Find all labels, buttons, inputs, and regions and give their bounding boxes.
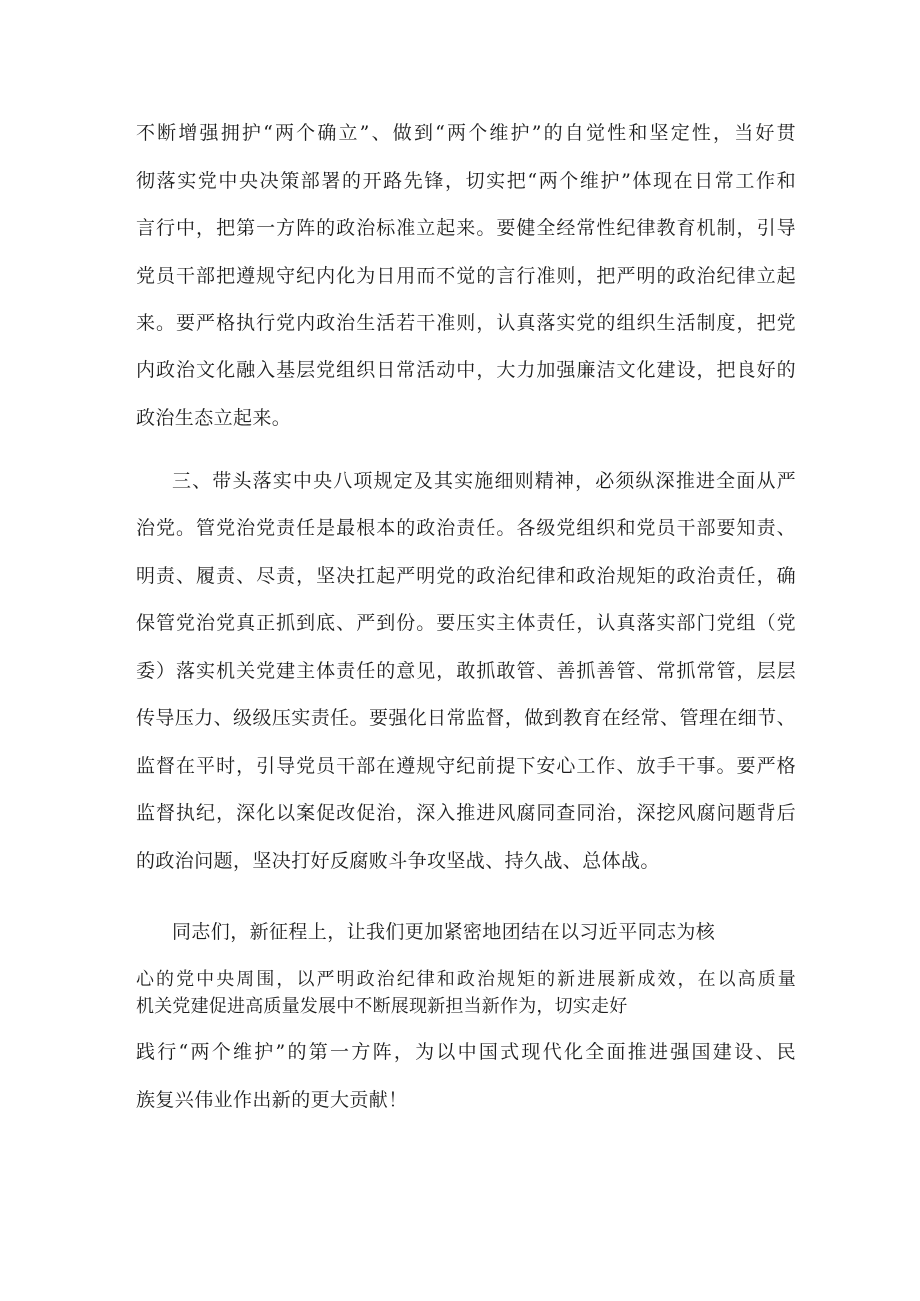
text-line: 治党。管党治党责任是最根本的政治责任。各级党组织和党员干部要知责、 — [136, 517, 796, 539]
text-line: 族复兴伟业作出新的更大贡献！ — [136, 1089, 408, 1111]
text-line: 明责、履责、尽责，坚决扛起严明党的政治纪律和政治规矩的政治责任，确 — [136, 565, 796, 587]
text-line: 三、带头落实中央八项规定及其实施细则精神，必须纵深推进全面从严 — [172, 470, 796, 492]
text-line: 践行“两个维护”的第一方阵，为以中国式现代化全面推进强国建设、民 — [136, 1041, 796, 1063]
text-line: 不断增强拥护“两个确立”、做到“两个维护”的自觉性和坚定性，当好贯 — [136, 122, 796, 144]
text-line: 同志们，新征程上，让我们更加紧密地团结在以习近平同志为核 — [172, 921, 716, 943]
text-line: 委）落实机关党建主体责任的意见，敢抓敢管、善抓善管、常抓常管，层层 — [136, 660, 796, 682]
text-line: 言行中，把第一方阵的政治标准立起来。要健全经常性纪律教育机制，引导 — [136, 217, 796, 239]
text-line: 监督执纪，深化以案促改促治，深入推进风腐同查同治，深挖风腐问题背后 — [136, 802, 796, 824]
text-line: 彻落实党中央决策部署的开路先锋，切实把“两个维护”体现在日常工作和 — [136, 170, 796, 192]
text-line: 内政治文化融入基层党组织日常活动中，大力加强廉洁文化建设，把良好的 — [136, 359, 796, 381]
text-line: 党员干部把遵规守纪内化为日用而不觉的言行准则，把严明的政治纪律立起 — [136, 265, 796, 287]
text-line: 传导压力、级级压实责任。要强化日常监督，做到教育在经常、管理在细节、 — [136, 707, 796, 729]
text-line: 心的党中央周围，以严明政治纪律和政治规矩的新进展新成效，在以高质量 — [136, 969, 796, 990]
text-line: 保管党治党真正抓到底、严到份。要压实主体责任，认真落实部门党组（党 — [136, 612, 796, 634]
text-line: 监督在平时，引导党员干部在遵规守纪前提下安心工作、放手干事。要严格 — [136, 755, 796, 777]
text-line: 的政治问题，坚决打好反腐败斗争攻坚战、持久战、总体战。 — [136, 850, 660, 872]
text-line: 机关党建促进高质量发展中不断展现新担当新作为，切实走好 — [136, 996, 628, 1017]
text-line: 来。要严格执行党内政治生活若干准则，认真落实党的组织生活制度，把党 — [136, 312, 796, 334]
text-line: 政治生态立起来。 — [136, 407, 292, 429]
